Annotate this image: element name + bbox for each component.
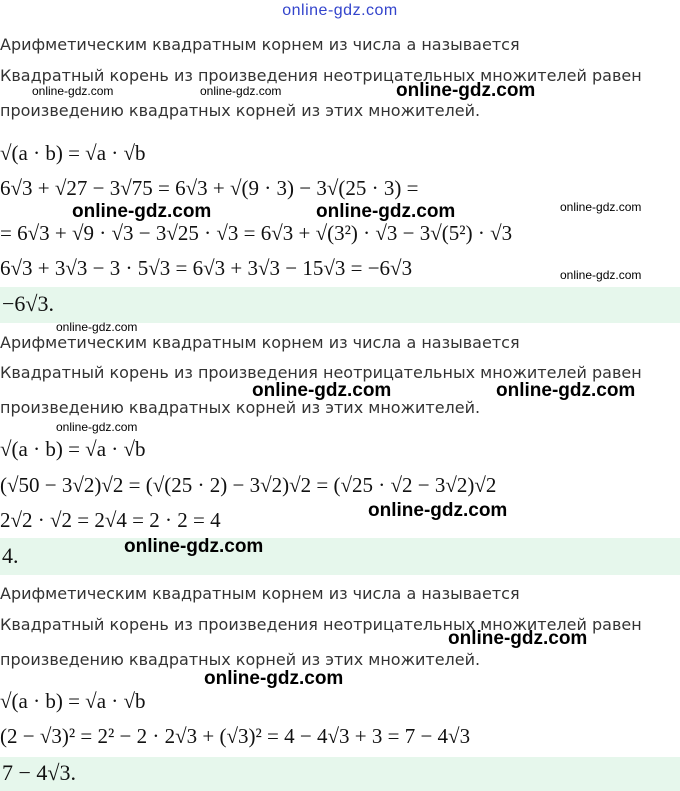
answer: 7 − 4√3. <box>2 760 76 785</box>
watermark-logo: online-gdz.com <box>368 500 508 521</box>
watermark-logo: online-gdz.com <box>316 201 456 222</box>
rule-line-2: произведению квадратных корней из этих множителей. <box>0 650 481 669</box>
watermark-logo: online-gdz.com <box>252 380 392 401</box>
definition-text: Арифметическим квадратным корнем из числа a называется <box>0 35 520 54</box>
formula: √(a · b) = √a · √b <box>0 141 146 165</box>
rule-line-1: Квадратный корень из произведения неотрицательных множителей равен <box>0 363 642 382</box>
site-header: online-gdz.com <box>282 2 398 19</box>
watermark-logo: online-gdz.com <box>448 628 588 649</box>
watermark-logo: online-gdz.com <box>200 84 282 98</box>
solution-step: 6√3 + 3√3 − 3 · 5√3 = 6√3 + 3√3 − 15√3 = −6√3 <box>0 256 413 280</box>
watermark-logo: online-gdz.com <box>560 200 642 214</box>
solution-step: (2 − √3)² = 2² − 2 · 2√3 + (√3)² = 4 − 4√3 + 3 = 7 − 4√3 <box>0 724 471 748</box>
solution-step: = 6√3 + √9 · √3 − 3√25 · √3 = 6√3 + √(3²) · √3 − 3√(5²) · √3 <box>0 221 513 245</box>
formula: √(a · b) = √a · √b <box>0 437 146 461</box>
answer: 4. <box>2 543 19 568</box>
rule-line-1: Квадратный корень из произведения неотрицательных множителей равен <box>0 615 642 634</box>
solution-step: 6√3 + √27 − 3√75 = 6√3 + √(9 · 3) − 3√(25 · 3) = <box>0 176 419 200</box>
watermark-logo: online-gdz.com <box>56 320 138 334</box>
formula: √(a · b) = √a · √b <box>0 689 146 713</box>
watermark-logo: online-gdz.com <box>72 201 212 222</box>
definition-text: Арифметическим квадратным корнем из числа a называется <box>0 584 520 603</box>
answer-band <box>0 538 680 575</box>
watermark-logo: online-gdz.com <box>204 668 344 689</box>
answer-band <box>0 287 680 323</box>
watermark-logo: online-gdz.com <box>496 380 636 401</box>
watermark-logo: online-gdz.com <box>124 536 264 557</box>
solution-step: 2√2 · √2 = 2√4 = 2 · 2 = 4 <box>0 508 221 532</box>
watermark-logo: online-gdz.com <box>560 268 642 282</box>
rule-line-2: произведению квадратных корней из этих множителей. <box>0 101 481 120</box>
rule-line-2: произведению квадратных корней из этих множителей. <box>0 398 481 417</box>
answer: −6√3. <box>2 291 54 316</box>
watermark-logo: online-gdz.com <box>396 80 536 101</box>
watermark-logo: online-gdz.com <box>32 84 114 98</box>
definition-text: Арифметическим квадратным корнем из числа a называется <box>0 333 520 352</box>
rule-line-1: Квадратный корень из произведения неотрицательных множителей равен <box>0 66 642 85</box>
answer-band <box>0 757 680 791</box>
solution-step: (√50 − 3√2)√2 = (√(25 · 2) − 3√2)√2 = (√25 · √2 − 3√2)√2 <box>0 473 497 497</box>
watermark-logo: online-gdz.com <box>56 420 138 434</box>
